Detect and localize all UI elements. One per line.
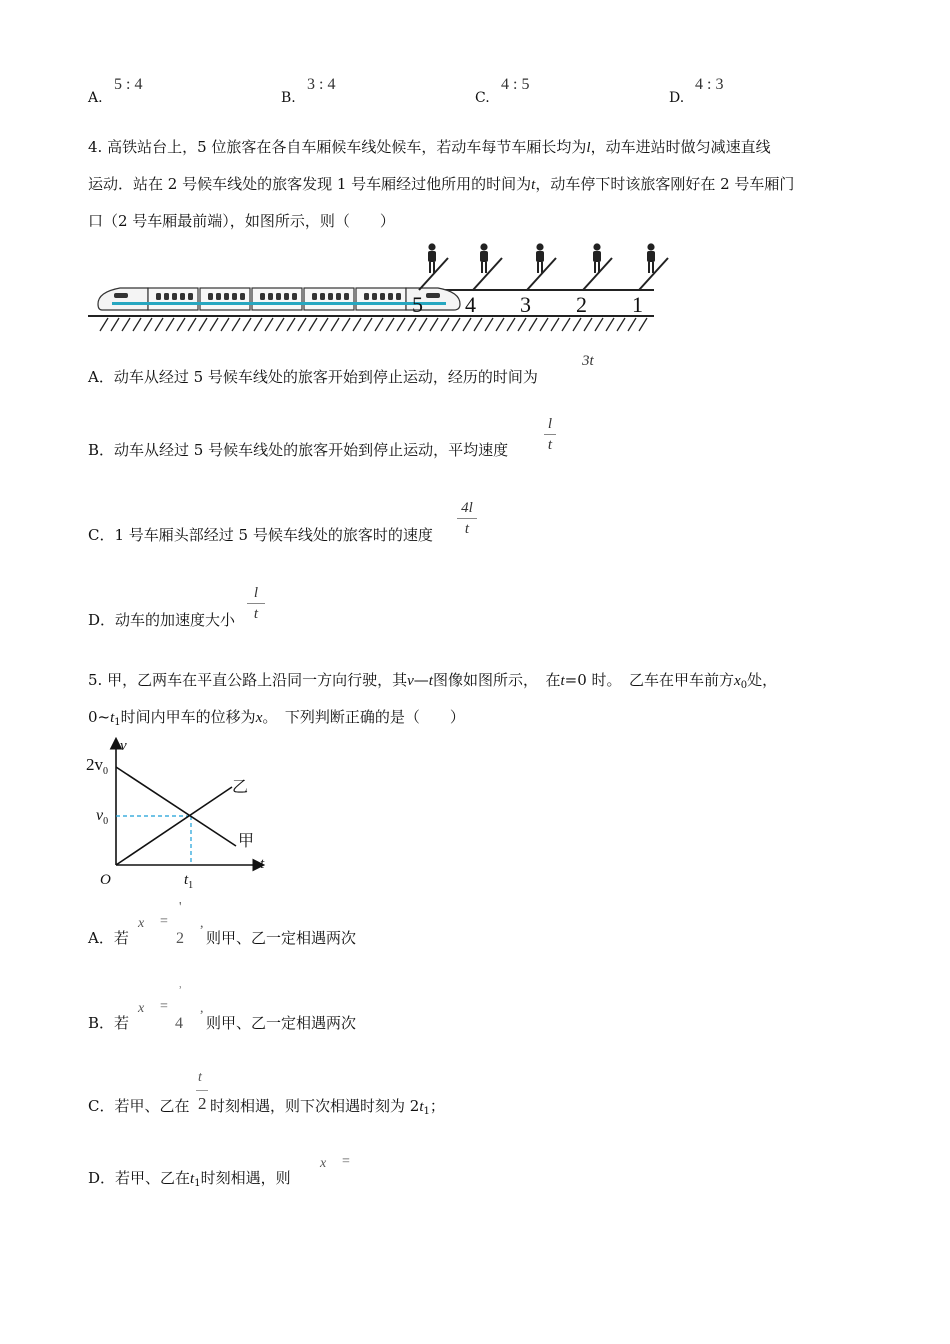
q5-option-c-frag-num: t: [198, 1070, 202, 1085]
q5-option-b-frag-x: x: [138, 1001, 145, 1016]
q5-option-b-comma: ,: [200, 1001, 204, 1016]
q5-option-d[interactable]: [88, 1152, 488, 1192]
q5-option-b-rest: 则甲、乙一定相遇两次: [206, 1014, 357, 1032]
q5-option-c-frag-bar: [196, 1090, 208, 1091]
train-stripe: [112, 302, 446, 305]
q5-option-a-rest: 则甲、乙一定相遇两次: [206, 929, 357, 947]
passenger-3: [536, 243, 544, 273]
q5-var-x: x: [255, 710, 263, 726]
q5-option-b-frag-den: 4: [175, 1015, 183, 1032]
q4-var-l: l: [586, 140, 591, 156]
q5-option-d-prefix: D．若甲、乙在: [88, 1169, 191, 1187]
fraction-bar: [247, 603, 265, 604]
q5-var-t: t: [428, 673, 433, 689]
q5-dash: —: [413, 671, 429, 689]
q3-option-a-label: A.: [88, 90, 103, 106]
q5-option-d-t-sub: 1: [194, 1178, 201, 1189]
q5-option-c-rest-t: t: [419, 1099, 424, 1115]
q5-option-b[interactable]: [88, 985, 488, 1039]
q4-option-b[interactable]: [88, 440, 508, 460]
q4-stem-line1: [88, 137, 771, 158]
q3-option-c-label: C.: [475, 90, 490, 106]
passenger-1: [647, 243, 655, 273]
q5-stem-line1: [88, 670, 777, 696]
fraction-denominator: t: [464, 521, 470, 537]
line-yi-label: 乙: [232, 779, 249, 796]
q5-option-c-rest: [210, 1096, 445, 1122]
q5-option-c-rest-a: 时刻相遇，则下次相遇时刻为 2: [210, 1097, 420, 1115]
q5-option-d-rest: 时刻相遇，则: [200, 1169, 291, 1187]
q4-line2-text-b: ，动车停下时该旅客刚好在 2 号车厢门: [535, 175, 795, 193]
y-axis-label: v: [120, 738, 127, 754]
q5-vt-graph: [82, 734, 282, 894]
q3-option-b-label: B.: [281, 90, 296, 106]
q5-option-a-frag-den: 2: [176, 930, 184, 947]
q4-option-a-text: A．动车从经过 5 号候车线处的旅客开始到停止运动，经历的时间为: [88, 368, 538, 386]
q5-option-a-comma: ,: [200, 916, 204, 931]
q4-line1-text-a: 高铁站台上，5 位旅客在各自车厢候车线处候车，若动车每节车厢长均为: [107, 138, 587, 156]
q3-option-a-value: 5 : 4: [114, 76, 143, 93]
q5-option-d-frag-x: x: [320, 1156, 327, 1171]
q5-number: 5.: [88, 671, 103, 689]
q5-option-a[interactable]: [88, 900, 488, 954]
q3-option-d-label: D.: [669, 90, 685, 106]
q4-number: 4.: [88, 138, 103, 156]
fraction-denominator: t: [253, 606, 259, 622]
q3-option-a[interactable]: [88, 78, 268, 112]
line-jia: [116, 767, 236, 846]
q4-train-figure: [86, 238, 676, 338]
q5-var-t2: t: [560, 673, 565, 689]
y-tick-v0: [96, 807, 108, 827]
q5-stem-line2: [88, 707, 465, 733]
fraction-bar: [457, 518, 477, 519]
q3-option-c-value: 4 : 5: [501, 76, 530, 93]
q4-option-d-text: D．动车的加速度大小: [88, 611, 236, 629]
line-jia-label: 甲: [238, 833, 255, 850]
origin-label: O: [100, 872, 111, 888]
q5-line1-text-a: 甲，乙两车在平直公路上沿同一方向行驶，其: [107, 671, 408, 689]
q4-option-c-fraction: [457, 499, 477, 538]
q4-stem-line3: 口（2 号车厢最前端），如图所示，则（ ）: [88, 212, 395, 230]
q5-line2-text-c: 。 下列判断正确的是（ ）: [262, 708, 465, 726]
q5-option-c-rest-b: ；: [429, 1097, 445, 1115]
q5-option-c-prefix: C．若甲、乙在: [88, 1097, 190, 1115]
platform-label-2: 2: [576, 292, 587, 317]
fraction-numerator: l: [253, 585, 259, 601]
q5-var-t1-sub: 1: [114, 717, 121, 728]
passenger-2: [593, 243, 601, 273]
q5-option-a-prefix: A．若: [88, 929, 129, 947]
q4-option-b-text: B．动车从经过 5 号候车线处的旅客开始到停止运动，平均速度: [88, 441, 509, 459]
q3-option-b-value: 3 : 4: [307, 76, 336, 93]
platform-label-5: 5: [412, 292, 423, 317]
q5-line1-text-d: 处，: [747, 671, 778, 689]
ground-hatching: [100, 318, 647, 331]
y-tick-2v0-sub: 0: [103, 766, 108, 777]
q3-option-d-value: 4 : 3: [695, 76, 724, 93]
y-tick-2v0-text: 2v: [86, 755, 103, 774]
q4-option-a[interactable]: [88, 367, 538, 387]
q5-option-c[interactable]: [88, 1068, 588, 1118]
q5-option-a-frag-top: ': [179, 900, 182, 915]
q5-option-b-frag-top: ʾ: [178, 985, 183, 1000]
y-tick-v0-text: v: [96, 807, 104, 824]
q4-option-a-math: 3t: [582, 353, 594, 369]
fraction-numerator: l: [547, 416, 553, 432]
q5-option-c-rest-sub: 1: [423, 1106, 430, 1117]
q4-line1-text-b: ，动车进站时做匀减速直线: [590, 138, 771, 156]
fraction-numerator: 4l: [461, 500, 473, 516]
waiting-lines: [419, 258, 668, 290]
y-tick-2v0: [86, 755, 108, 777]
q5-var-x0: x: [734, 673, 741, 689]
q4-option-d[interactable]: [88, 610, 235, 630]
fraction-denominator: t: [547, 437, 553, 453]
line-yi: [116, 787, 232, 865]
q4-option-c-text: C．1 号车厢头部经过 5 号候车线处的旅客时的速度: [88, 526, 433, 544]
fraction-bar: [544, 434, 556, 435]
q5-option-d-text: [88, 1168, 291, 1194]
q5-option-d-t: t: [190, 1171, 195, 1187]
q5-option-a-frag-eq: =: [160, 914, 168, 929]
platform-label-3: 3: [520, 292, 531, 317]
q4-stem-line2: [88, 174, 794, 195]
x-axis-label: t: [260, 856, 265, 872]
passenger-5: [428, 243, 436, 273]
q5-var-t1: t: [110, 710, 115, 726]
q5-var-v: v: [407, 673, 414, 689]
q5-line1-text-c: =0 时。 乙车在甲车前方: [564, 671, 735, 689]
q4-option-c[interactable]: [88, 525, 433, 545]
q5-line2-text-b: 时间内甲车的位移为: [120, 708, 256, 726]
q4-option-b-fraction: [544, 415, 556, 454]
q5-line2-text-a: 0~: [88, 708, 111, 726]
q5-option-b-frag-eq: =: [160, 999, 168, 1014]
passenger-4: [480, 243, 488, 273]
q5-option-c-frag-den: 2: [198, 1094, 207, 1113]
x-tick-t1: [184, 872, 193, 891]
q4-option-d-fraction: [247, 584, 265, 623]
q5-line1-text-b: 图像如图所示， 在: [432, 671, 561, 689]
passengers: [428, 243, 655, 273]
q4-line2-text-a: 运动．站在 2 号候车线处的旅客发现 1 号车厢经过他所用的时间为: [88, 175, 532, 193]
q5-var-x0-sub: 0: [740, 680, 748, 691]
q5-option-d-frag-eq: =: [342, 1154, 350, 1169]
x-tick-t1-sub: 1: [188, 880, 194, 891]
q3-option-b[interactable]: [281, 78, 461, 112]
platform-label-1: 1: [632, 292, 643, 317]
q4-var-t: t: [531, 177, 536, 193]
q3-option-c[interactable]: [475, 78, 655, 112]
q5-option-a-frag-x: x: [138, 916, 145, 931]
q5-option-b-prefix: B．若: [88, 1014, 130, 1032]
y-tick-v0-sub: 0: [103, 816, 109, 827]
q3-option-d[interactable]: [669, 78, 849, 112]
train-nose-rear: [98, 288, 148, 310]
x-tick-t1-text: t: [184, 872, 189, 888]
platform-label-4: 4: [465, 292, 476, 317]
